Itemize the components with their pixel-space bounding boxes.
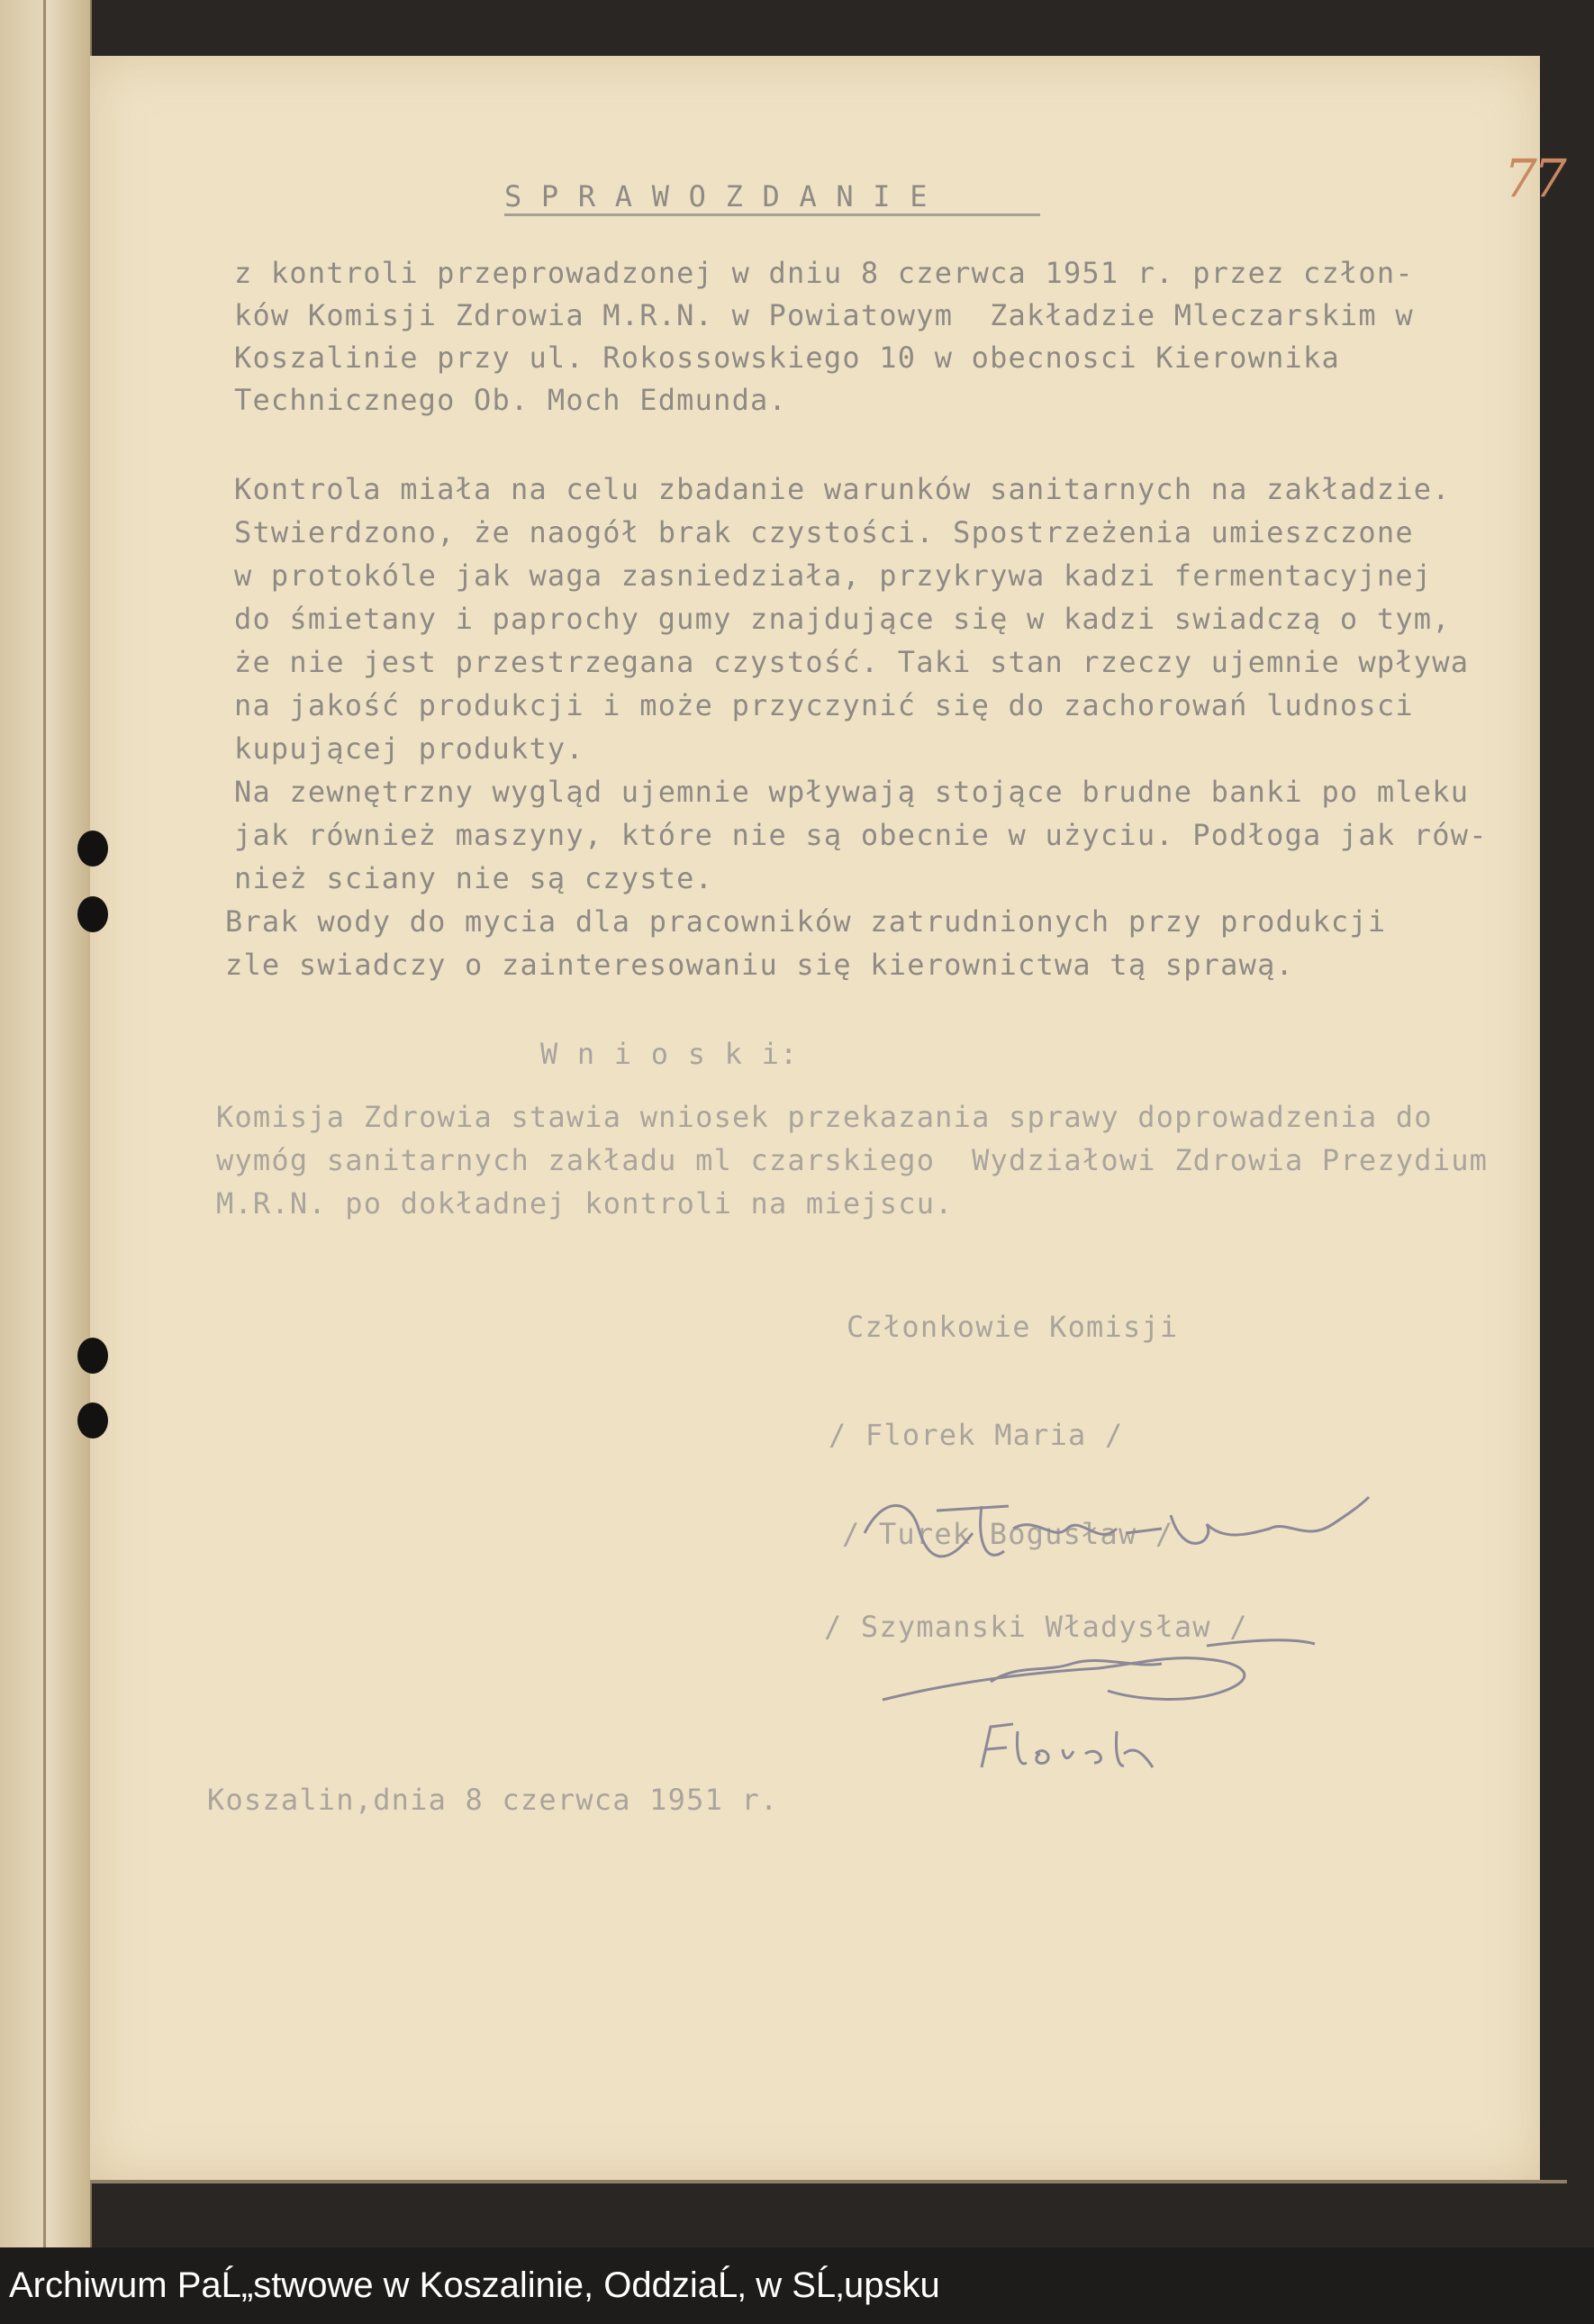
document-sheet [90,56,1563,2180]
page-number: 77 [1504,148,1563,209]
body-line: zle swiadczy o zainteresowaniu się kierownictwa tą sprawą. [225,948,1295,982]
intro-line: z kontroli przeprowadzonej w dniu 8 czerwca 1951 r. przez człon- [234,256,1414,290]
conclusions-line: M.R.N. po dokładnej kontroli na miejscu. [216,1186,954,1221]
conclusions-heading: W n i o s k i: [540,1037,799,1071]
member-name: / Florek Maria / [829,1418,1124,1452]
signature-turek [829,1479,1387,1587]
sheet-bottom-edge [90,2180,1567,2183]
body-line: kupującej produkty. [234,731,584,766]
intro-line: ków Komisji Zdrowia M.R.N. w Powiatowym Zakładzie Mleczarskim w [234,298,1414,332]
member-name: / Szymanski Władysław / [824,1610,1248,1644]
member-name: / Turek Bogusław / [842,1517,1174,1551]
punch-hole [77,1338,108,1374]
place-date: Koszalin,dnia 8 czerwca 1951 r. [207,1783,779,1817]
body-line: Stwierdzono, że naogół brak czystości. Spostrzeżenia umieszczone [234,515,1414,549]
body-line: że nie jest przestrzegana czystość. Taki stan rzeczy ujemnie wpływa [234,645,1470,679]
punch-hole [77,896,108,932]
signature-szymanski [865,1628,1333,1727]
body-line: Na zewnętrzny wygląd ujemnie wpływają stojące brudne banki po mleku [234,775,1470,809]
conclusions-line: wymóg sanitarnych zakładu ml czarskiego Wydziałowi Zdrowia Prezydium [216,1143,1489,1177]
body-line: jak również maszyny, które nie są obecnie w użyciu. Podłoga jak rów- [234,818,1488,852]
body-line: do śmietany i paprochy gumy znajdujące się w kadzi swiadczą o tym, [234,602,1451,636]
binder-edge [43,0,46,2247]
body-line: Brak wody do mycia dla pracowników zatrudnionych przy produkcji [225,904,1387,939]
body-line: nież sciany nie są czyste. [234,861,714,895]
intro-line: Technicznego Ob. Moch Edmunda. [234,383,787,417]
document-title: S P R A W O Z D A N I E [504,179,928,213]
title-underline [504,213,1040,216]
members-heading: Członkowie Komisji [847,1310,1179,1344]
punch-hole [77,1403,108,1439]
body-line: Kontrola miała na celu zbadanie warunków sanitarnych na zakładzie. [234,472,1451,506]
conclusions-line: Komisja Zdrowia stawia wniosek przekazania sprawy doprowadzenia do [216,1100,1433,1134]
body-line: na jakość produkcji i może przyczynić się do zachorowań ludnosci [234,688,1414,722]
body-line: w protokóle jak waga zasniedziała, przykrywa kadzi fermentacyjnej [234,558,1433,593]
archive-caption: Archiwum PaĹ„stwowe w Koszalinie, OddziaĹ‚ w SĹ‚upsku [9,2265,940,2305]
intro-line: Koszalinie przy ul. Rokossowskiego 10 w obecnosci Kierownika [234,340,1340,375]
punch-hole [77,831,108,867]
archive-caption-bar [0,2247,1594,2324]
signature-florek [964,1713,1198,1794]
folder-binder [0,0,92,2247]
